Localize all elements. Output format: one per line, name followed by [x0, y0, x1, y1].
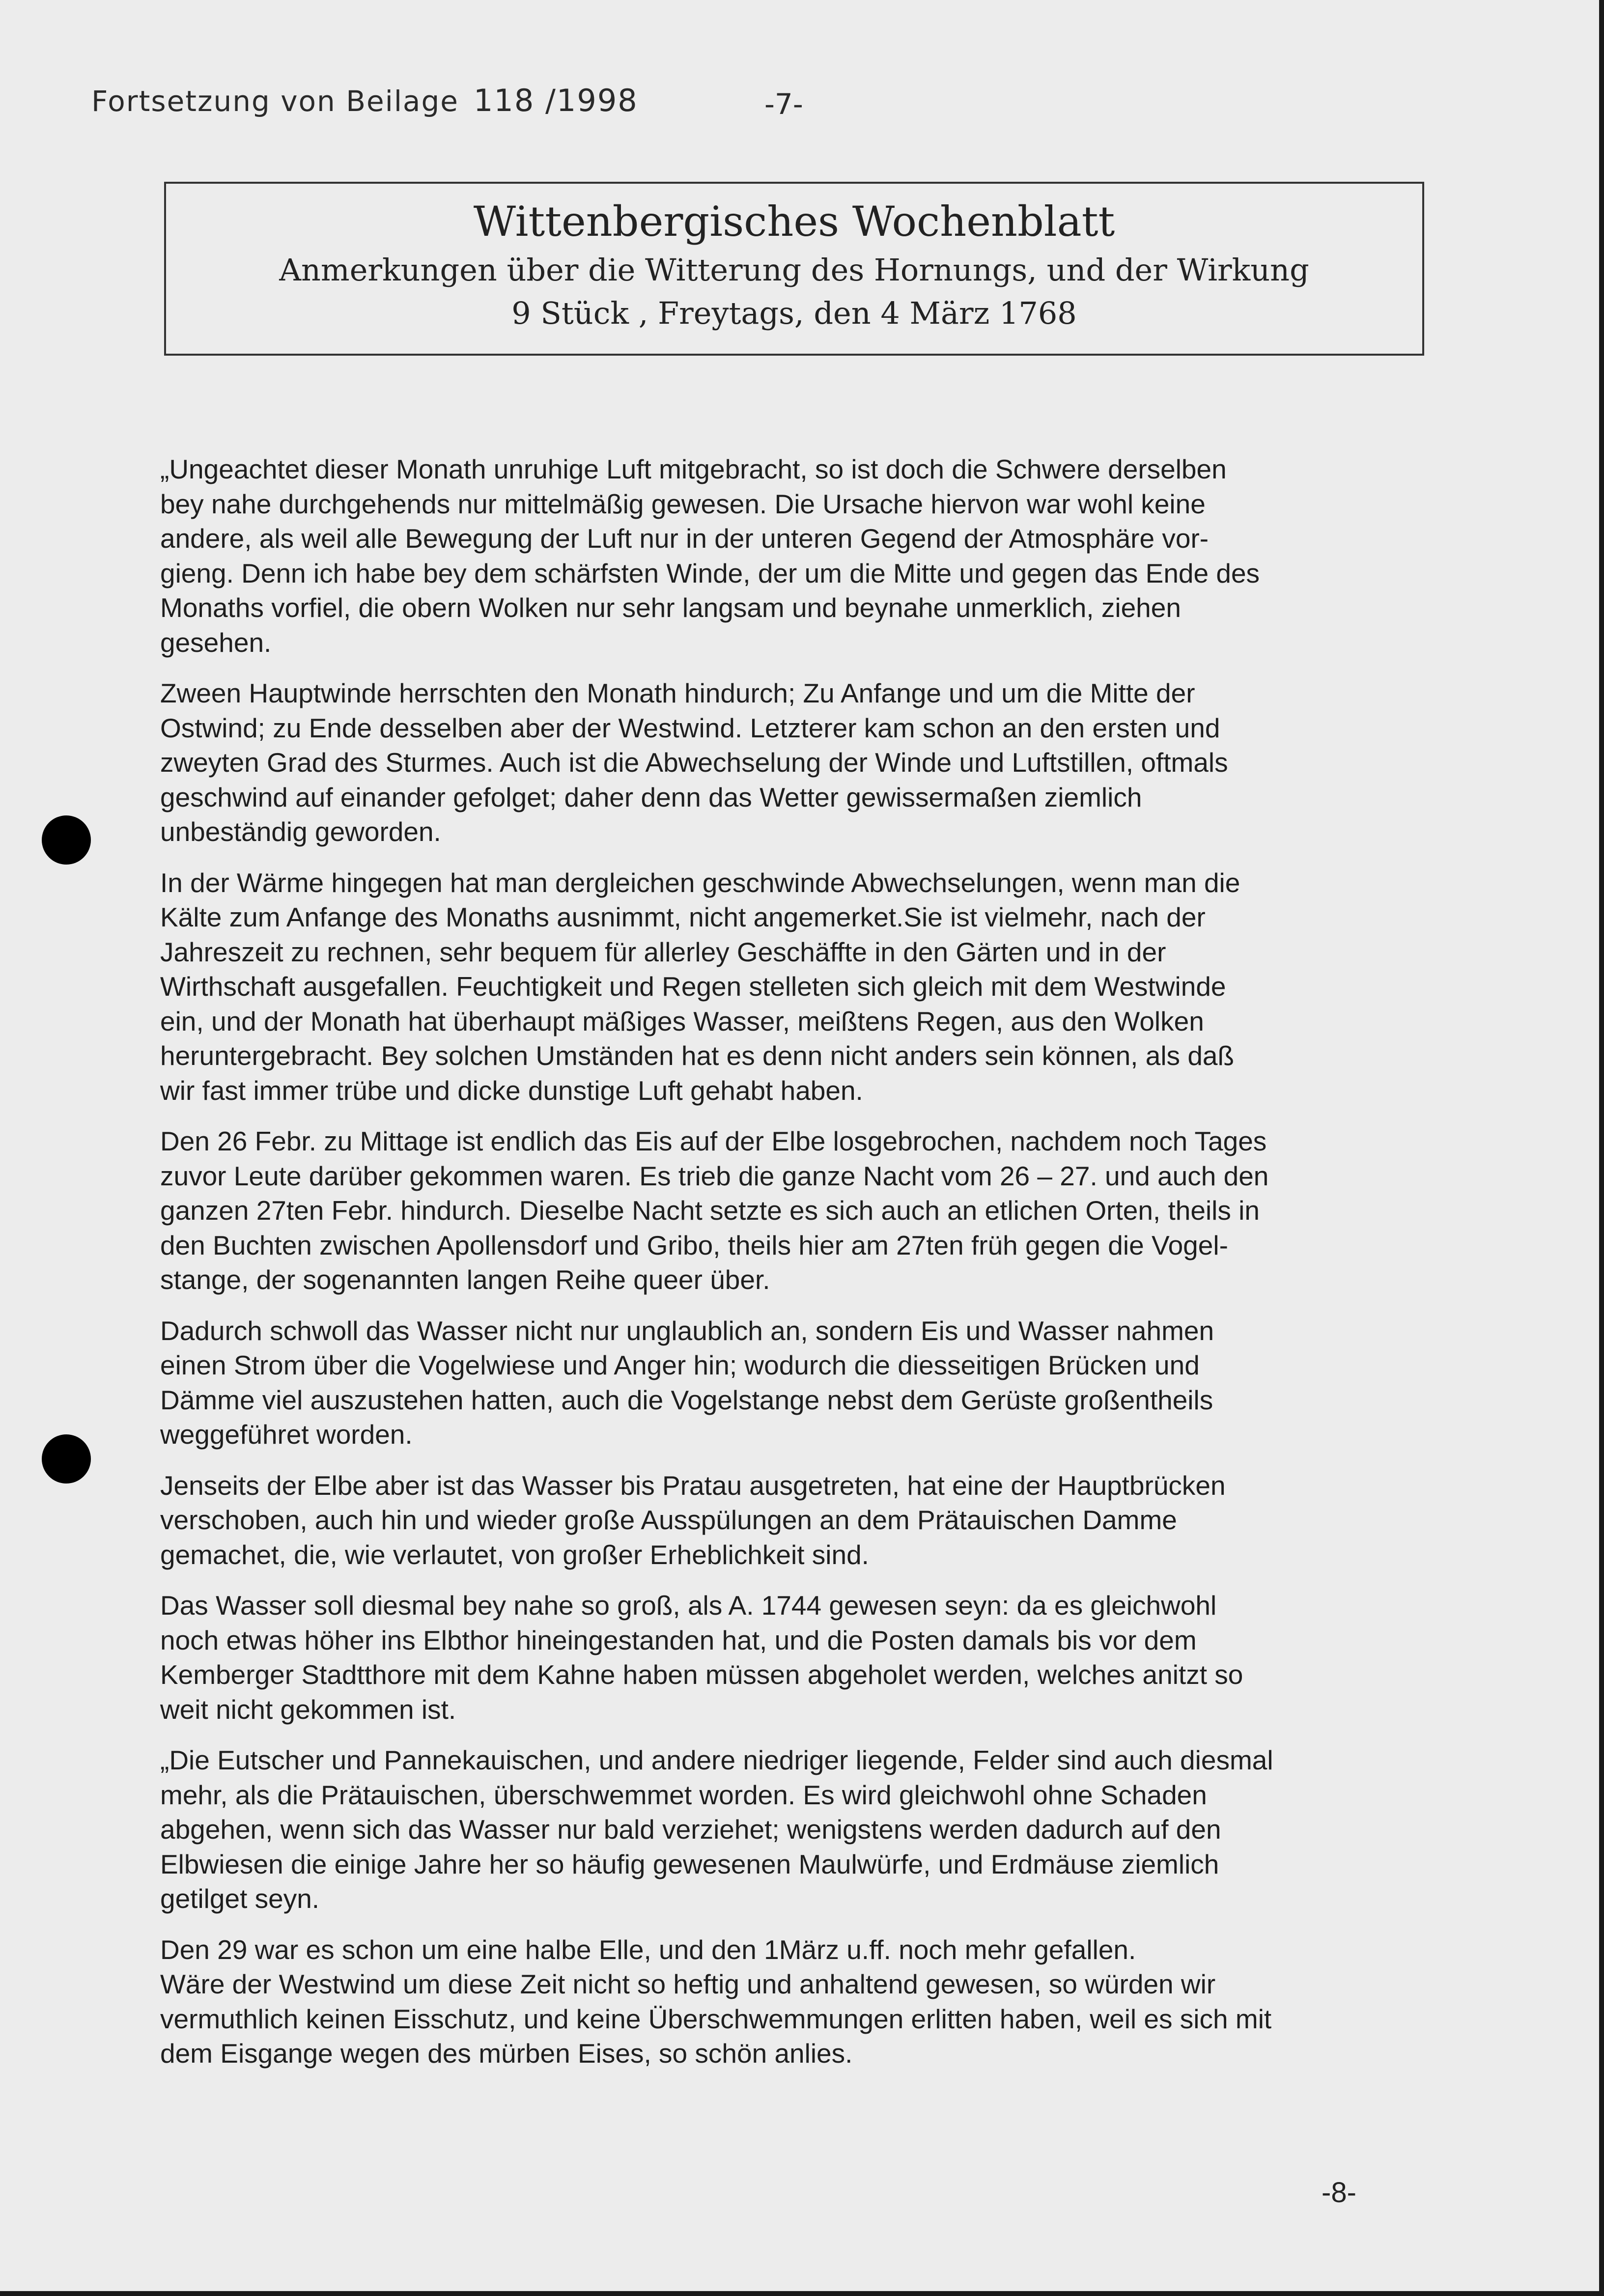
attachment-reference [91, 83, 638, 118]
title-box [164, 182, 1424, 356]
publication-title: Wittenbergisches Wochenblatt [473, 197, 1115, 246]
paragraph: Das Wasser soll diesmal bey nahe so groß, als A. 1744 gewesen seyn: da es gleichwohl noch etwas höher ins Elbthor hineingestanden hat, und die Posten damals bis vor dem Kemberger Stadtthore mit dem Kahne haben müssen abgeholet werden, welches anitzt so weit nicht gekommen ist. [160, 1590, 1243, 1725]
attachment-label: Fortsetzung von Beilage [91, 84, 459, 118]
paragraph: Zween Hauptwinde herrschten den Monath hindurch; Zu Anfange und um die Mitte der Ostwind; zu Ende desselben aber der Westwind. Letzterer kam schon an den ersten und zweyten Grad des Sturmes. Auch ist die Abwechselung der Winde und Luftstillen, oftmals geschwind auf einander gefolget; daher denn das Wetter gewissermaßen ziemlich unbeständig geworden. [160, 678, 1228, 847]
paragraph: Jenseits der Elbe aber ist das Wasser bis Pratau ausgetreten, hat eine der Hauptbrücken verschoben, auch hin und wieder große Ausspülungen an dem Prätauischen Damme gemachet, die, wie verlautet, von großer Erheblichkeit sind. [160, 1470, 1226, 1570]
article-body [160, 452, 1408, 2087]
paragraph: Den 29 war es schon um eine halbe Elle, und den 1März u.ff. noch mehr gefallen. Wäre der Westwind um diese Zeit nicht so heftig und anhaltend gewesen, so würden wir vermuthlich keinen Eisschutz, und keine Überschwemmungen erlitten haben, weil es sich mit dem Eisgange wegen des mürben Eises, so schön anlies. [160, 1934, 1272, 2069]
punch-hole [42, 1434, 91, 1484]
paragraph: In der Wärme hingegen hat man dergleichen geschwinde Abwechselungen, wenn man die Kälte zum Anfange des Monaths ausnimmt, nicht angemerket.Sie ist vielmehr, nach der Jahreszeit zu rechnen, sehr bequem für allerley Geschäffte in den Gärten und in der Wirthschaft ausgefallen. Feuchtigkeit und Regen stelleten sich gleich mit dem Westwinde ein, und der Monath hat überhaupt mäßiges Wasser, meißtens Regen, aus den Wolken heruntergebracht. Bey solchen Umständen hat es denn nicht anders sein können, als daß wir fast immer trübe und dicke dunstige Luft gehabt haben. [160, 867, 1240, 1106]
punch-hole [42, 815, 91, 865]
paragraph: Dadurch schwoll das Wasser nicht nur unglaublich an, sondern Eis und Wasser nahmen einen Strom über die Vogelwiese und Anger hin; wodurch die diesseitigen Brücken und Dämme viel auszustehen hatten, auch die Vogelstange nebst dem Gerüste großentheils weggeführet worden. [160, 1315, 1214, 1450]
paragraph: „Die Eutscher und Pannekauischen, und andere niedriger liegende, Felder sind auch diesmal mehr, als die Prätauischen, überschwemmet worden. Es wird gleichwohl ohne Schaden abgehen, wenn sich das Wasser nur bald verziehet; wenigstens werden dadurch auf den Elbwiesen die einige Jahre her so häufig gewesenen Maulwürfe, und Erdmäuse ziemlich getilget seyn. [160, 1745, 1273, 1914]
attachment-number: 118 /1998 [473, 83, 638, 118]
paragraph: „Ungeachtet dieser Monath unruhige Luft mitgebracht, so ist doch die Schwere derselben bey nahe durchgehends nur mittelmäßig gewesen. Die Ursache hiervon war wohl keine andere, als weil alle Bewegung der Luft nur in der unteren Gegend der Atmosphäre vor- gieng. Denn ich habe bey dem schärfsten Winde, der um die Mitte und gegen das Ende des Monaths vorfiel, die obern Wolken nur sehr langsam und beynahe unmerklich, ziehen gesehen. [160, 454, 1260, 658]
page-number-top: -7- [764, 87, 803, 121]
page-number-bottom: -8- [1322, 2177, 1356, 2209]
article-subtitle: Anmerkungen über die Witterung des Hornungs, und der Wirkung [279, 252, 1309, 288]
issue-line: 9 Stück , Freytags, den 4 März 1768 [511, 295, 1077, 331]
paragraph: Den 26 Febr. zu Mittage ist endlich das Eis auf der Elbe losgebrochen, nachdem noch Tages zuvor Leute darüber gekommen waren. Es trieb die ganze Nacht vom 26 – 27. und auch den ganzen 27ten Febr. hindurch. Dieselbe Nacht setzte es sich auch an etlichen Orten, theils in den Buchten zwischen Apollensdorf und Gribo, theils hier am 27ten früh gegen die Vogel- stange, der sogenannten langen Reihe queer über. [160, 1126, 1269, 1295]
